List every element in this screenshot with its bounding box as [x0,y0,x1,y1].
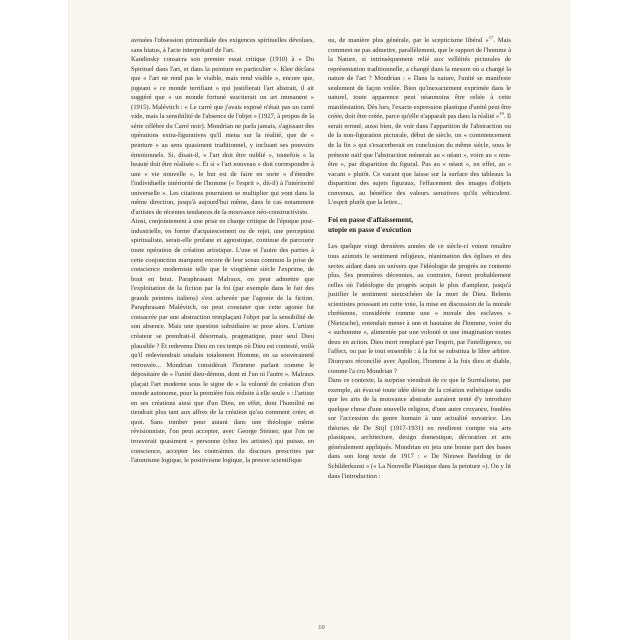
paragraph-text: . Il serait erroné, aussi bien, de voir dans l'apparition de l'abstraction ou de la non-figuration picturale, début de siècle, un « commencement de la fin » qui s'exacerberait en conclusion du même siècle, sous le prétexte naïf que l'abstraction mènerait au « néant », voire au « non-être », par disparition du figural. Pas au « néant », en effet, au « vacant » plutôt. Ce vacant que laisse sur la surface des tableaux la disparition des sujets figuraux, l'effacement des images d'objets convenus, au bénéfice des valeurs sensitives qu'ils véhiculent. L'esprit plutôt que la lettre... [328,113,511,207]
column-left [131,36,314,584]
paragraph: Les quelque vingt dernières années de ce siècle-ci voient renaître tous azimuts le sentiment religieux, réanimation des églises et des sectes aidant dans un univers que l'idéologie de progrès ne contente plus. Ses premières décennies, au contraire, furent probablement celles où l'idéologie du progrès acquit le plus d'ampleur, jusqu'à justifier le sentiment nietzschéen de la mort de Dieu. Relents scientistes poussant en cette voie, la mise en discussion de la morale chrétienne, considérée comme une « morale des esclaves » (Nietzsche), entendait mener à une et hautaine de l'homme, voire du « surhomme », alimentée par une volonté et une imagination toutes deux en action. Dieu mort remplacé par l'esprit, par l'intelligence, ou l'affect, ou par le tout ensemble : à la foi se substitua le libre arbitre. Dionysos réconcilié avec Apollon, l'homme à la fois dieu et diable, comme l'a cru Mondrian ? [328,243,511,375]
section-heading-line-1: Foi en passe d'affaissement, [328,215,414,224]
spacer [328,235,511,242]
column-right [328,36,511,584]
section-heading-line-2: utopie en passe d'exécution [328,225,412,234]
paragraph: avouées l'obsession primordiale des exigences spirituelles dévolues, sans hiatus, à l'acte interprétatif de l'art. [131,37,314,54]
footnote-marker: 19 [499,111,504,117]
paragraph: Kandinsky consacra son premier essai critique (1910) à « Du Spirituel dans l'art, et dans la peinture en particulier ». Klee déclara que « l'art ne rend pas le visible, mais rend visible », encore que, jugeant « ce monde terrifiant » qui justifierait l'art abstrait, il ait suggéré que « un monde fortuné susciterait un art immanent » (1915). Malévitch : « Le carré que j'avais exposé n'était pas un carré vide, mais la sensibilité de l'absence de l'objet » (1927, à propos de la série célèbre du Carré noir). Mondrian ne parla jamais, s'agissant des opérations extra-figuratives qu'il mena sur la réalité, que de « peinture » au sens quasiment traditionnel, y incluant ses pouvoirs émotionnels. Si, disait-il, « l'art doit être oublié », toutefois « la beauté doit être réalisée ». Et si « l'art nouveau » doit correspondre à une « vie nouvelle », le but est de faire en sorte « d'étendre l'individuelle intériorité de l'homme (« l'esprit », dit-il) à l'intériorité universelle ». Les citations pourraient se multiplier qui vont dans la même direction, jusqu'à aujourd'hui même, dans le cas notamment d'artistes de récentes tendances de la mouvance néo-constructiviste. [131,56,314,216]
paragraph-text: ou, de manière plus générale, par le scepticisme libéral » [328,37,489,44]
spacer [328,208,511,216]
two-column-layout [131,36,512,584]
page-edge-right [569,0,570,640]
page-number: 10 [318,624,325,631]
page-edge-left [68,0,69,640]
paragraph-text: . Mais comment ne pas admettre, parallèlement, que le rapport de l'homme à la Nature, si intrinsèquement relié aux velléités picturales de représentation traditionnelle, a changé dans la mesure où a changé la nature de l'art ? Mondrian : « Dans la nature, l'unité se manifeste seulement de façon voilée. Bien qu'inexactement exprimée dans le naturel, toute apparence peut néanmoins être reliée à cette manifestation. Dès lors, l'exacte expression plastique d'unité peut être créée, doit être créée, parce qu'elle n'apparaît pas dans la réalité » [328,37,511,121]
page-text-block [131,34,512,631]
paragraph [328,36,511,208]
section-heading [328,216,511,236]
book-page [68,0,570,640]
paragraph: Dans ce contexte, la surprise viendrait de ce que le Surréalisme, par exemple, ait évacué toute idée déiste de la création esthétique tandis que les arts de la mouvance abstraite auraient tenté d'y introduire quelque chose d'une nouvelle religion, d'une autre croyance, fondées sur l'accession du genre humain à une actualité novatrice. Les théories de De Stijl (1917-1931) en rendirent compte via arts plastiques, architecture, design domestique, décoration et arts généralement appliqués. Mondrian en jeta une bonne part des bases dans son long texte de 1917 : « De Nieuwe Beelding in de Schilderkunst » (« La Nouvelle Plastique dans la peinture »). On y lit dans l'introduction : [328,377,511,480]
footnote-marker: 17 [488,34,494,40]
paragraph: Ainsi, conjointement à une prise en charge critique de l'époque post-industrielle, en forme d'acquiescement ou de rejet, une perception spiritualiste, serait-elle profane et agnostique, continue de parcourir toute opération de création artistique. L'une et l'autre des parties à cette conjonction marquent encore de leur sceau commun la prise de conscience moderniste telle que le vingtième siècle l'exprime, de bout en bout. Paraphrasant Malraux, on peut admettre que l'exploitation de la fiction par la foi (par exemple dans le fait des grands peintres italiens) s'est achevée par l'agonie de la fiction. Paraphrasant Malévitch, on peut constater que cette agonie fut consacrée par une abstraction remplaçant l'objet par la sensibilité de son absence. Mais une question subsidiaire se pose alors. L'artiste créateur se prendrait-il désormais, pragmatique, pour seul Dieu plausible ? Et redevenu Dieu en ces temps où Dieu est contesté, voilà qu'il redeviendrait soudain totalement Homme, en sa souveraineté retrouvée... Mondrian considérait l'homme parlant comme le dépositaire de « l'unité dieu-démon, dont ni l'un ni l'autre ». Malraux plaçait l'art moderne sous le signe de « la volonté de création d'un monde autonome, pour la première fois réduite à elle seule » : l'artiste en ses créations ainsi que d'un Dieu, en effet, dont l'humilité ne tiendrait plus tant aux affres de la création qu'au comment créer, et quoi. Sans tomber pour autant dans une théologie même révisionniste, l'on peut accepter, avec George Steiner, que l'on ne trouverait quasiment « personne (chez les artistes) qui puisse, en conscience, accepter les contraintes du discours prescrites par l'atomisme logique, le positivisme logique, la preuve scientifique [131,218,314,465]
